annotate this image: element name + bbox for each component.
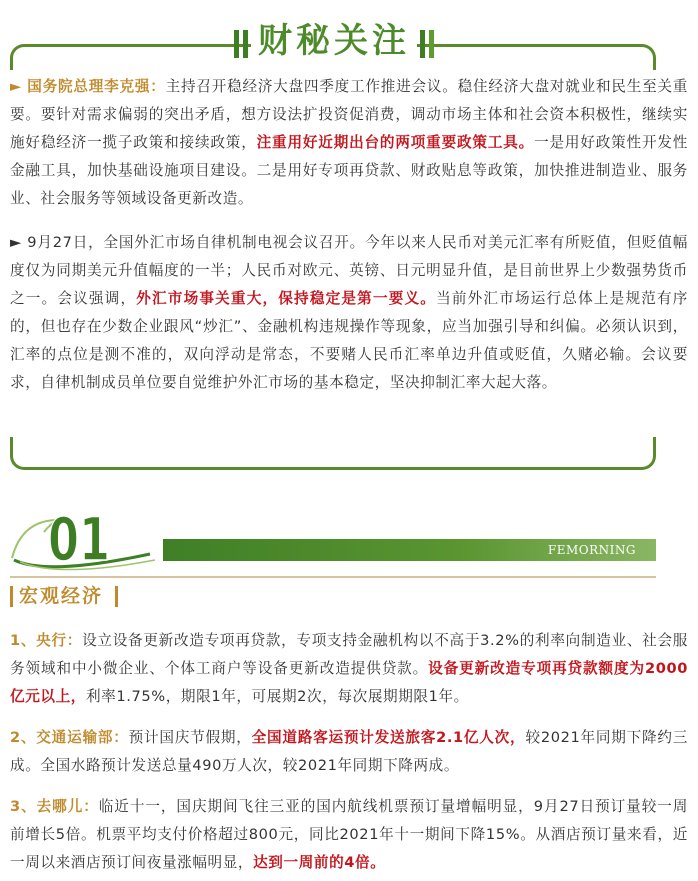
header-frame-bottom xyxy=(10,437,656,470)
section-divider xyxy=(10,576,656,578)
triangle-bullet-icon: ► xyxy=(10,78,22,95)
item-text: 利率1.75%，期限1年，可展期2次，每次展期期限1年。 xyxy=(85,688,469,705)
item-text: 临近十一，国庆期间飞往三亚的国内航线机票预订量增幅明显，9月27日预订量较一周前增长5倍。机票平均支付价格超过800元，同比2021年十一期间下降15%。从酒店预订量来看，近一周以来酒店预订间夜量涨幅明显， xyxy=(10,798,688,871)
header-bar-decoration xyxy=(243,30,248,58)
header-title-box xyxy=(251,18,417,64)
item-text: 设立设备更新改造专项再贷款，专项支持金融机构以不高于3.2%的利率向制造业、社会服务领域和中小微企业、个体工商户等设备更新改造提供贷款。 xyxy=(10,632,688,677)
list-item xyxy=(10,627,688,711)
section-banner-01 xyxy=(0,490,698,590)
news-text: 当前外汇市场运行总体上是规范有序的，但也存在少数企业跟风“炒汇”、金融机构违规操作等现象，应当加强引导和纠偏。必须认识到，汇率的点位是测不准的，双向浮动是常态，不要赌人民币汇率单边升值或贬值，久赌必输。会议要求，自律机制成员单位要自觉维护外汇市场的基本稳定，坚决抑制汇率大起大落。 xyxy=(10,290,688,391)
news-paragraph-premier xyxy=(10,73,688,213)
item-label: 1、央行： xyxy=(10,632,83,649)
item-label: 2、交通运输部： xyxy=(10,729,129,746)
header-title: 财秘关注 xyxy=(258,21,410,61)
news-text: 一是用好政策性开发性金融工具，加快基础设施项目建设。二是用好专项再贷款、财政贴息等政策，加快推进制造业、服务业、社会服务等领域设备更新改造。 xyxy=(10,134,688,207)
news-highlight: 外汇市场事关重大，保持稳定是第一要义。 xyxy=(136,290,437,307)
section-number-graphic xyxy=(0,490,170,580)
section-title: 宏观经济 xyxy=(19,585,104,607)
news-speaker: 国务院总理李克强： xyxy=(27,78,166,95)
header-bar-decoration xyxy=(420,30,425,58)
item-text: 较2021年同期下降约三成。全国水路预计发送总量490万人次，较2021年同期下降两成。 xyxy=(10,729,688,774)
item-highlight: 全国道路客运预计发送旅客2.1亿人次， xyxy=(251,729,526,746)
news-paragraph-forex xyxy=(10,229,688,397)
brand-label: FEMORNING xyxy=(547,543,636,557)
news-text: 9月27日，全国外汇市场自律机制电视会议召开。今年以来人民币对美元汇率有所贬值，但贬值幅度仅为同期美元升值幅度的一半；人民币对欧元、英镑、日元明显升值，是目前世界上少数强势货币之一。会议强调， xyxy=(10,234,688,307)
news-highlight: 注重用好近期出台的两项重要政策工具。 xyxy=(256,134,535,151)
section-banner-bar xyxy=(163,539,656,561)
item-text: 预计国庆节假期， xyxy=(128,729,252,746)
title-bar-decoration xyxy=(10,586,13,607)
list-item xyxy=(10,724,688,780)
item-highlight: 设备更新改造专项再贷款额度为2000亿元以上， xyxy=(10,660,689,705)
triangle-bullet-icon: ► xyxy=(10,234,22,251)
title-bar-decoration xyxy=(115,586,118,607)
item-label: 3、去哪儿： xyxy=(10,798,99,815)
section-header-focus xyxy=(0,0,698,75)
list-item xyxy=(10,793,688,877)
header-bar-decoration xyxy=(234,30,239,58)
header-bar-decoration xyxy=(429,30,434,58)
section-number: 01 xyxy=(48,505,110,575)
news-text: 主持召开稳经济大盘四季度工作推进会议。稳住经济大盘对就业和民生至关重要。要针对需求偏弱的突出矛盾，想方设法扩投资促消费，调动市场主体和社会资本积极性，继续实施好稳经济一揽子政策和接续政策， xyxy=(10,78,688,151)
item-highlight: 达到一周前的4倍。 xyxy=(253,854,386,871)
